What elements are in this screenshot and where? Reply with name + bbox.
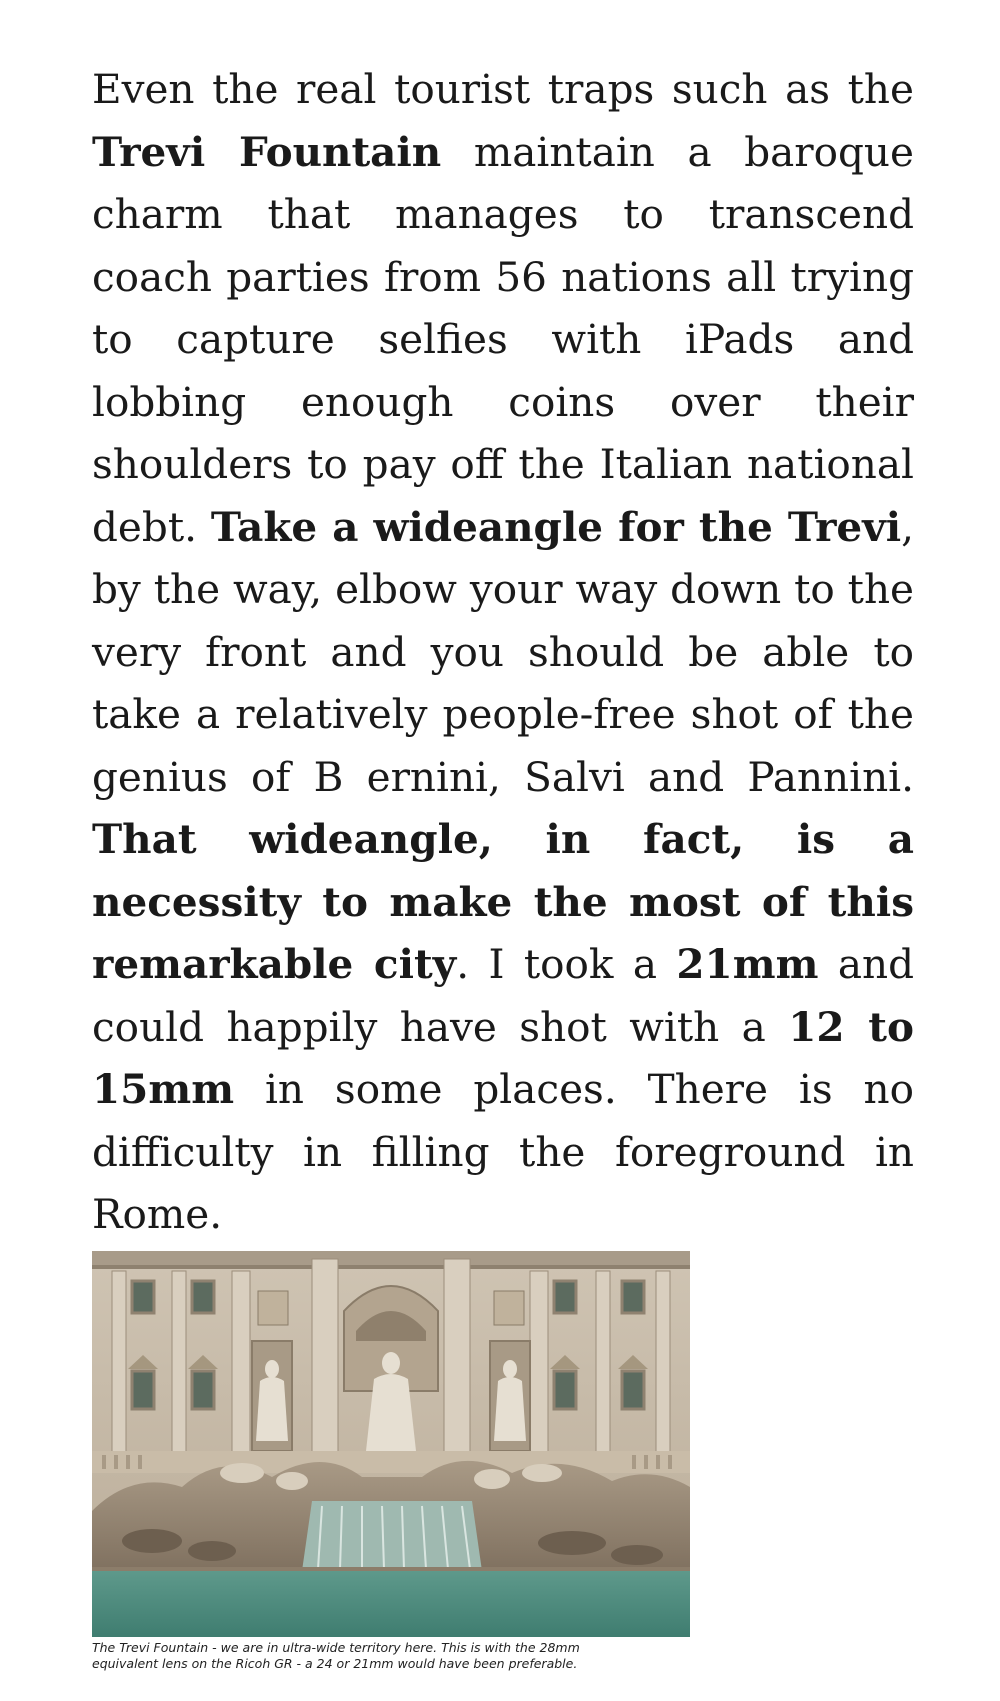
figure-caption [92, 1640, 690, 1672]
trevi-fountain-photo [92, 1251, 690, 1637]
text-segment: maintain a baroque charm that manages to transcend coach parties from 56 nations all trying to capture selfies with iPads and lobbing enough coins over their shoulders to pay off the Italian national debt. [92, 127, 914, 551]
bold-text-segment: 21mm [676, 940, 819, 988]
bold-text-segment: 12 to 15mm [92, 1002, 914, 1113]
text-segment: in some places. There is no difficulty in filling the foreground in Rome. [92, 1065, 914, 1238]
caption-line: The Trevi Fountain - we are in ultra-wide territory here. This is with the 28mm [92, 1640, 580, 1655]
article-paragraph [92, 58, 914, 1246]
text-segment: Even the real tourist traps such as the [92, 65, 914, 113]
text-segment: and could happily have shot with a [92, 940, 914, 1051]
bold-text-segment: That wideangle, in fact, is a necessity to make the most of this remarkable city [92, 815, 914, 988]
article-body [92, 58, 914, 1246]
text-segment: , by the way, elbow your way down to the very front and you should be able to take a relatively people-free shot of the genius of B ernini, Salvi and Pannini. [92, 502, 914, 801]
caption-line: equivalent lens on the Ricoh GR - a 24 or 21mm would have been preferable. [92, 1656, 578, 1671]
bold-text-segment: Take a wideangle for the Trevi [210, 502, 902, 551]
figure [92, 1251, 690, 1672]
bold-text-segment: Trevi Fountain [92, 127, 442, 176]
text-segment: . I took a [456, 940, 677, 988]
